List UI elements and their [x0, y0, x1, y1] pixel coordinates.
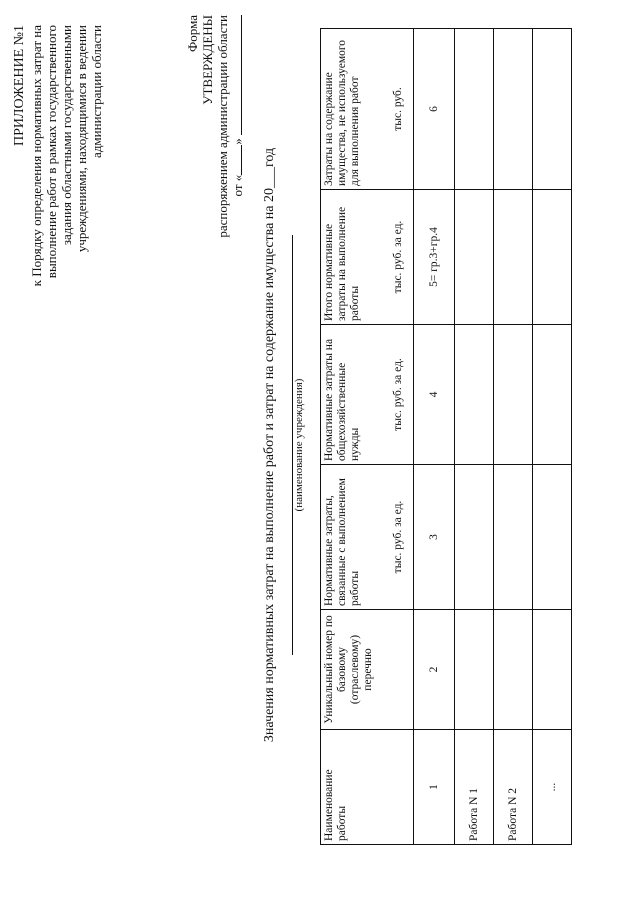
table-cell: [494, 610, 533, 730]
table-cell: [455, 325, 494, 465]
approved-label: УТВЕРЖДЕНЫ: [200, 15, 215, 105]
header-cell: Нормативные затраты, связанные с выполнением работы тыс. руб. за ед.: [321, 465, 414, 610]
table-cell: [455, 29, 494, 190]
table-row: [455, 29, 494, 845]
work-name-cell: Работа N 2: [494, 730, 533, 845]
table-cell: [533, 610, 572, 730]
column-number: 6: [414, 29, 455, 190]
column-number: 1: [414, 730, 455, 845]
header-cell: Наименование работы: [321, 730, 414, 845]
form-label: Форма: [185, 15, 200, 52]
appendix-line: администрации области: [89, 25, 104, 158]
column-number: 2: [414, 610, 455, 730]
table-cell: [494, 325, 533, 465]
appendix-line: к Порядку определения нормативных затрат на: [29, 25, 44, 287]
table-cell: [533, 325, 572, 465]
appendix-line: учреждениями, находящимися в ведении: [74, 25, 89, 253]
approved-by-order: распоряжением администрации области: [215, 15, 230, 238]
header-cell: Итого нормативные затраты на выполнение работы тыс. руб. за ед.: [321, 190, 414, 325]
date-mid: »: [230, 138, 245, 145]
table-cell: [494, 29, 533, 190]
date-prefix: от «: [230, 174, 245, 197]
header-cell: Нормативные затраты на общехозяйственные нужды тыс. руб. за ед.: [321, 325, 414, 465]
header-cell: Уникальный номер по базовому (отраслевому) перечню: [321, 610, 414, 730]
month-blank: [231, 15, 242, 135]
approval-block: [185, 15, 245, 345]
day-blank: [231, 145, 242, 175]
norms-table: [320, 28, 572, 845]
table-cell: [494, 465, 533, 610]
table-cell: [455, 610, 494, 730]
table-cell: [455, 190, 494, 325]
appendix-line: выполнение работ в рамках государственного: [44, 25, 59, 279]
table-row: [494, 29, 533, 845]
work-name-cell: Работа N 1: [455, 730, 494, 845]
table-cell: [533, 190, 572, 325]
table-cell: [533, 465, 572, 610]
header-cell: Затраты на содержание имущества, не используемого для выполнения работ тыс. руб.: [321, 29, 414, 190]
table-header-row: [321, 29, 414, 845]
column-number: 5= гр.3+гр.4: [414, 190, 455, 325]
appendix-line: задания областными государственными: [59, 25, 74, 246]
table-cell: [455, 465, 494, 610]
appendix-title: ПРИЛОЖЕНИЕ №1: [12, 25, 27, 146]
table-cell: [533, 29, 572, 190]
table-cell: [494, 190, 533, 325]
approval-date: [230, 15, 245, 345]
organization-caption: (наименование учреждения): [292, 235, 305, 655]
column-number: 4: [414, 325, 455, 465]
document-title: Значения нормативных затрат на выполнение работ и затрат на содержание имущества на 20___год: [262, 147, 277, 743]
work-name-cell: ...: [533, 730, 572, 845]
appendix-block: [12, 25, 104, 385]
table-row: [533, 29, 572, 845]
column-number: 3: [414, 465, 455, 610]
column-number-row: [414, 29, 455, 845]
